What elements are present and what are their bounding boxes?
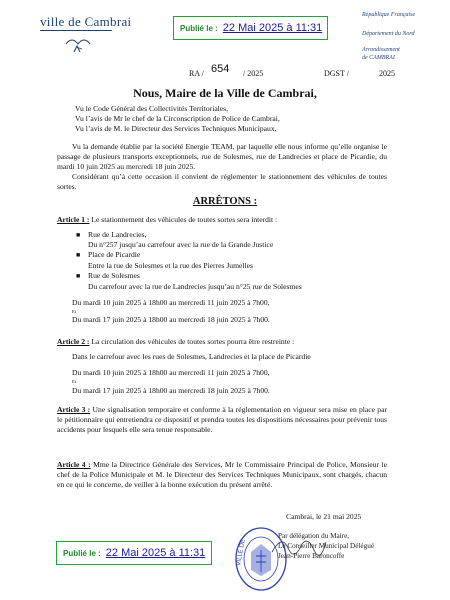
list-item: Rue de Solesmes	[88, 271, 140, 280]
article-4-text: Mme la Directrice Générale des Services, Mr le Commissaire Principal de Police, Monsieur le chef de la Police Municipale et M. le Directeur des Services Techniques Municipaux, sont chargés, chacun en ce qui le concerne, de veiller à la bonne exécution du présent arrêté.	[57, 460, 387, 489]
demande-paragraph: Vu la demande établie par la société Energie TEAM, par laquelle elle nous informe qu’elle organise le passage de plusieurs transports exceptionnels, rue de Solesmes, rue de Landrecies et place de Picardie, du mardi 10 juin 2025 au mercredi 18 juin 2025.	[57, 142, 387, 171]
period-line: Du mardi 17 juin 2025 à 18h00 au mercredi 18 juin 2025 à 7h00.	[72, 315, 270, 324]
svg-text:VILLE DE: VILLE DE	[235, 538, 247, 567]
city-logo-icon	[62, 32, 94, 54]
ra-label: RA /	[189, 69, 204, 78]
logo-underline	[40, 30, 112, 31]
dgst-year: 2025	[379, 69, 395, 78]
bullet-icon: ■	[76, 231, 81, 239]
article-1-text: Le stationnement des véhicules de toutes sortes sera interdit :	[89, 215, 278, 224]
publication-stamp-top	[173, 16, 328, 40]
arretons-text: ARRÊTONS :	[192, 196, 258, 207]
list-item: Rue de Landrecies,	[88, 230, 147, 239]
signature-line: Par délégation du Maire,	[278, 532, 350, 540]
et-connector: Et	[72, 309, 76, 314]
ra-year: / 2025	[243, 69, 264, 78]
article-3-text: Une signalisation temporaire et conforme à la réglementation en vigueur sera mise en place par le pétitionnaire qui entretiendra ce dispositif et prendra toutes les dispositions nécessaires pour prévenir tous accidents pour lesquels elle sera tenue responsable.	[57, 405, 387, 434]
arrondissement-name: de CAMBRAI	[362, 55, 395, 61]
city-logo-text: ville de Cambrai	[40, 14, 132, 29]
period-line: Du mardi 10 juin 2025 à 18h00 au mercredi 11 juin 2025 à 7h00,	[72, 298, 270, 307]
bullet-icon: ■	[76, 251, 81, 259]
et-connector: Et	[72, 379, 76, 384]
article-4-label: Article 4 :	[57, 460, 91, 469]
stamp-label: Publié le :	[180, 23, 218, 33]
list-item: Place de Picardie	[88, 250, 141, 259]
republic-label: République Française	[362, 12, 416, 18]
article-2-label: Article 2 :	[57, 337, 90, 346]
stamp-date: 22 Mai 2025 à 11:31	[222, 22, 323, 34]
article-4	[57, 460, 387, 490]
period-line: Du mardi 17 juin 2025 à 18h00 au mercredi 18 juin 2025 à 7h00.	[72, 386, 270, 395]
article-1-label: Article 1 :	[57, 215, 90, 224]
vu-line: Vu l’avis de Mr le chef de la Circonscription de Police de Cambrai,	[75, 114, 280, 123]
stamp-date: 22 Mai 2025 à 11:31	[105, 547, 206, 559]
list-item-detail: Du carrefour avec la rue de Landrecies jusqu’au n°25 rue de Solesmes	[88, 282, 302, 291]
list-item-detail: Entre la rue de Solesmes et la rue des Pierres Jumelles	[88, 261, 253, 270]
signatory-name: Jean-Pierre Baroncoffe	[278, 552, 345, 560]
considerant-paragraph: Considérant qu’à cette occasion il convient de réglementer le stationnement des véhicules de toutes sortes.	[57, 172, 387, 191]
vu-line: Vu le Code Général des Collectivités Territoriales,	[75, 104, 229, 113]
location-line: Dans le carrefour avec les rues de Solesmes, Landrecies et la place de Picardie	[72, 352, 311, 361]
list-item-detail: Du n°257 jusqu’au carrefour avec la rue de la Grande Justice	[88, 240, 274, 249]
place-date: Cambrai, le 21 mai 2025	[286, 512, 362, 521]
stamp-label: Publié le :	[63, 548, 101, 558]
signature-line: Le Conseiller Municipal Délégué	[278, 542, 375, 550]
ra-number: 654	[211, 63, 230, 75]
dgst-label: DGST /	[324, 69, 349, 78]
page-title: Nous, Maire de la Ville de Cambrai,	[133, 86, 317, 100]
period-line: Du mardi 10 juin 2025 à 18h00 au mercredi 11 juin 2025 à 7h00,	[72, 368, 270, 377]
bullet-icon: ■	[76, 272, 81, 280]
vu-line: Vu l’avis de M. le Directeur des Services Techniques Municipaux,	[75, 124, 277, 133]
article-3	[57, 405, 387, 435]
article-2-text: La circulation des véhicules de toutes sortes pourra être restreinte :	[89, 337, 295, 346]
article-3-label: Article 3 :	[57, 405, 91, 414]
article-1	[57, 215, 387, 225]
publication-stamp-bottom	[56, 541, 212, 565]
department-label: Département du Nord	[362, 31, 415, 37]
arrondissement-label: Arrondissement	[362, 47, 400, 53]
arretons-heading	[0, 196, 450, 207]
article-2	[57, 337, 387, 347]
handwritten-signature	[268, 530, 328, 562]
